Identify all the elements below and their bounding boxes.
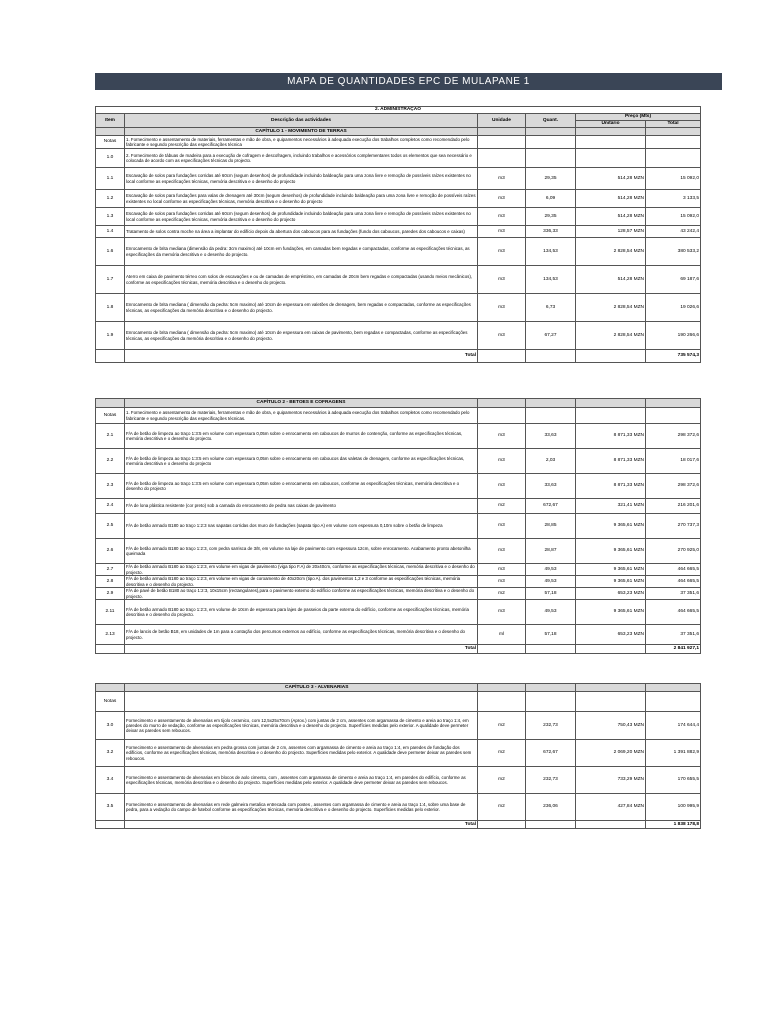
item-unit-price: 8 871,33 MZN xyxy=(576,424,646,449)
item-description: F/A de betão armado B180 ao traço 1:2:3, com pedra sarrisca de 3/8, em volume na laje de pavimento com espessura 12cm, sobre enrocamento. Acabamento pronto abetonilha queimada xyxy=(125,539,478,564)
item-unit-price: 128,57 MZN xyxy=(576,226,646,238)
header-preco: Preço (Mts) xyxy=(576,114,701,121)
chapter-total: 735 574,3 xyxy=(646,350,701,363)
item-unit: m2 xyxy=(478,712,526,740)
header-quant: Quant. xyxy=(526,114,576,128)
table-row xyxy=(96,474,718,499)
item-description: F/A de lona plástica resistente (cor preto) sob a camada do enrocamento de pedra nas caixas de pavimento xyxy=(125,499,478,514)
chapter-title: CAPÍTULO 3 - ALVENARIAS xyxy=(125,684,478,692)
item-quantity xyxy=(526,149,576,168)
item-unit-price: 514,28 MZN xyxy=(576,168,646,190)
item-total: 270 925,0 xyxy=(646,539,701,564)
item-total: 464 665,5 xyxy=(646,600,701,625)
item-description: F/A de betão de limpeza ao traço 1:3:5 em volume com espessura 0,05m sobre o enrocamento em caboucos de murros de contenção, conforme as especificações técnicas, memória descritiva e o desenho do projecto. xyxy=(125,424,478,449)
item-quantity: 28,85 xyxy=(526,514,576,539)
table-row xyxy=(96,576,718,588)
item-number: 1.7 xyxy=(96,266,125,294)
item-unit: m3 xyxy=(478,449,526,474)
item-quantity: 134,53 xyxy=(526,266,576,294)
item-description: Enrocamento de brita mediana (dimensão da pedra: 3cm maximo) até 10cm em fundações, em camadas bem regadas e compactadas, conforme as especificações técnicas, as especificações da memória descritiva e o desenho do projecto. xyxy=(125,238,478,266)
item-unit: m2 xyxy=(478,794,526,821)
item-unit-price xyxy=(576,149,646,168)
notes-text xyxy=(125,692,478,712)
item-description: F/A de betão armado B180 ao traço 1:2:3, em volume em vigas de coroamento de 40x20cm (tipo A). dos pavimentos 1,2 e 3 conforme as especificações técnicas, memória descritiva e o desenho do projecto. xyxy=(125,576,478,588)
item-unit: m3 xyxy=(478,564,526,576)
total-label: Total xyxy=(125,645,478,654)
item-number: 2.7 xyxy=(96,564,125,576)
header-descricao: Descrição das actividades xyxy=(125,114,478,128)
item-description: Fornecimento e assentamento de alvenarias em blocos de aolo cimento, com , assentes com argamassa de cimento e areia ao traço 1:4, em paredes do edifício, conforme as especificações técnicas, memória descritiva e o desenho do projecto. Superfícies medidas pelo exterior. A qualidade deve permeter deixar as paredes sem reboucos. xyxy=(125,767,478,794)
item-unit-price: 514,28 MZN xyxy=(576,190,646,208)
item-description: F/A de pavé de betão B180 ao traço 1:2:3, 10x15cm (rectangulares),para o pavimento externo do edifício conforme as especificações técnicas, memória descritiva e o desenho do projecto. xyxy=(125,588,478,600)
item-unit-price: 9 365,61 MZN xyxy=(576,576,646,588)
item-number: 1.4 xyxy=(96,226,125,238)
item-description: Enrocamento de brita mediana ( dimensão da pedra: 5cm maximo) até 10cm de espessura em valetões de drenagem, bem regadas e compactadas, conforme as especificações técnicas, as especificações da memória descritiva e o desenho do projecto. xyxy=(125,294,478,322)
item-unit xyxy=(478,149,526,168)
item-description: Enrocamento de brita mediana ( dimensão da pedra: 5cm maximo) até 10cm de espessura em caixas de pavimento, bem regadas e compactadas, conforme as especificações técnicas, as especificações da memória descritiva e o desenho do projecto. xyxy=(125,322,478,350)
item-number: 1.3 xyxy=(96,208,125,226)
item-description: Escavação de solos para fundações para valas de drenagem até 30cm (segum desenhos) de profundidade incluindo baldeação para uma zona livre e remoção de possíveis raízes existentes no local conforme as especificações técnicas, memória descritiva e o desenho do projecto xyxy=(125,190,478,208)
item-number: 2.9 xyxy=(96,588,125,600)
item-quantity: 57,18 xyxy=(526,625,576,645)
item-unit: ml xyxy=(478,625,526,645)
item-number: 1.0 xyxy=(96,149,125,168)
item-description: F/A de lancis de betão B18, em unidades de 1m para a contação dos percursos externos ao edifício, conforme as especificações técnicas, memória descritiva e o desenho do projecto. xyxy=(125,625,478,645)
item-unit: m3 xyxy=(478,576,526,588)
item-unit-price: 653,23 MZN xyxy=(576,588,646,600)
item-quantity: 29,35 xyxy=(526,208,576,226)
item-unit: m3 xyxy=(478,474,526,499)
item-unit: m3 xyxy=(478,514,526,539)
item-quantity: 49,53 xyxy=(526,564,576,576)
item-number: 2.6 xyxy=(96,539,125,564)
item-total: 3 133,5 xyxy=(646,190,701,208)
item-total: 174 644,4 xyxy=(646,712,701,740)
item-unit-price: 9 365,61 MZN xyxy=(576,600,646,625)
item-total: 464 665,5 xyxy=(646,576,701,588)
item-description: Escavação de solos para fundações corridas até 60cm (segum desenhos) de profundidade incluindo baldeação para uma zona livre e remoção de possíveis raízes existentes no local conforme as especificações técnicas, memória descritiva e o desenho do projecto xyxy=(125,208,478,226)
total-label: Total xyxy=(125,350,478,363)
item-total: 18 017,6 xyxy=(646,449,701,474)
table-row xyxy=(96,600,718,625)
item-total: 190 266,6 xyxy=(646,322,701,350)
item-quantity: 67,27 xyxy=(526,322,576,350)
item-number: 2.1 xyxy=(96,424,125,449)
chapter-3-table xyxy=(95,683,718,829)
item-description: Aterro em caixa de pavimento térreo com solos de escavações e ou de camadas de empréstimo, em camadas de 20cm bem regadas e compactadas (usando meios mecânicos), conforme as especificações técnicas, memória descritiva e o desenho do projecto. xyxy=(125,266,478,294)
item-quantity: 2,03 xyxy=(526,449,576,474)
item-unit-price: 8 871,33 MZN xyxy=(576,474,646,499)
item-unit-price: 9 365,61 MZN xyxy=(576,514,646,539)
item-description: Fornecimento e assentamento de alvenarias em pedra grossa com juntas de 2 cm, assentes com argamassa de cimento e areia ao traço 1:4, em paredes de fundação dos edifícios, conforme as especificações técnicas, memória descritiva e o desenho do projecto. Superfícies medidas pelo exterior. A qualidade deve permeter deixar as paredes sem reboucos. xyxy=(125,740,478,767)
item-quantity: 232,73 xyxy=(526,712,576,740)
item-total: 37 351,6 xyxy=(646,625,701,645)
section-header: 2. ADMINISTRAÇÃO xyxy=(96,107,701,114)
item-description: Fornecimento e assentamento de alvenarias em rede galmeira metalica entrecada com postes , assentes com argamassa de cimento e areia ao traço 1:4, sobre uma base de pedra, para a vedação do campo de futebol conforme as especificações técnicas, memória descritiva e o desenho do projecto. Superfícies medidas pelo exterior. xyxy=(125,794,478,821)
item-unit: m3 xyxy=(478,600,526,625)
table-row xyxy=(96,625,718,645)
item-unit: m2 xyxy=(478,740,526,767)
item-total: 216 201,6 xyxy=(646,499,701,514)
header-unidade: Unidade xyxy=(478,114,526,128)
item-number: 1.6 xyxy=(96,238,125,266)
item-total: 464 665,5 xyxy=(646,564,701,576)
item-total: 43 242,4 xyxy=(646,226,701,238)
item-number: 1.9 xyxy=(96,322,125,350)
item-description: F/A de betão de limpeza ao traço 1:3:5 em volume com espessura 0,05m sobre o enrocamento em caboucos das valetas de drenagem, conforme as especificações técnicas, memória descritiva e o desenho do projecto xyxy=(125,449,478,474)
item-unit: m2 xyxy=(478,499,526,514)
header-total: Total xyxy=(646,121,701,128)
item-number: 2.8 xyxy=(96,576,125,588)
table-row xyxy=(96,226,718,238)
item-number: 2.5 xyxy=(96,514,125,539)
table-row xyxy=(96,208,718,226)
header-unitario: Unitário xyxy=(576,121,646,128)
item-unit-price: 2 828,54 MZN xyxy=(576,238,646,266)
item-total: 15 092,0 xyxy=(646,208,701,226)
notes-label: Notas xyxy=(96,136,125,149)
table-row xyxy=(96,424,718,449)
chapter-1-table xyxy=(95,106,718,363)
table-row xyxy=(96,740,718,767)
item-total: 1 391 882,9 xyxy=(646,740,701,767)
item-unit-price: 514,28 MZN xyxy=(576,266,646,294)
header-item: Item xyxy=(96,114,125,128)
item-unit-price: 2 069,20 MZN xyxy=(576,740,646,767)
item-quantity: 57,18 xyxy=(526,588,576,600)
item-number: 3.2 xyxy=(96,740,125,767)
item-number: 2.13 xyxy=(96,625,125,645)
table-row xyxy=(96,588,718,600)
item-total: 298 372,6 xyxy=(646,474,701,499)
notes-label: Notas xyxy=(96,408,125,424)
item-quantity: 33,63 xyxy=(526,474,576,499)
notes-text: 1. Fornecimento e assentamento de materiais, ferramentas e mão de obra, e quipamentos necessários à adequada execução dos trabalhos completos como recomendado pelo fabricante e segundo prescrição das especificações técnicas. xyxy=(125,408,478,424)
table-row xyxy=(96,238,718,266)
item-unit-price: 733,29 MZN xyxy=(576,767,646,794)
item-quantity: 336,33 xyxy=(526,226,576,238)
item-quantity: 6,09 xyxy=(526,190,576,208)
item-quantity: 672,67 xyxy=(526,499,576,514)
item-total: 298 372,6 xyxy=(646,424,701,449)
item-unit-price: 750,43 MZN xyxy=(576,712,646,740)
item-number: 1.2 xyxy=(96,190,125,208)
total-label: Total xyxy=(125,821,478,829)
item-unit: m3 xyxy=(478,266,526,294)
item-quantity: 28,87 xyxy=(526,539,576,564)
item-unit: m2 xyxy=(478,767,526,794)
table-row xyxy=(96,564,718,576)
item-description: F/A de betão armado B180 ao traço 1:2:3, em volume em vigas de pavimento (viga tipo F.A) de 20x40cm, conforme as especificações técnicas, memória descritiva e o desenho do projecto. xyxy=(125,564,478,576)
item-unit: m3 xyxy=(478,322,526,350)
chapter-2-table xyxy=(95,398,718,654)
item-total: 69 187,6 xyxy=(646,266,701,294)
item-total: 19 026,6 xyxy=(646,294,701,322)
item-total: 270 737,3 xyxy=(646,514,701,539)
item-unit-price: 8 871,33 MZN xyxy=(576,449,646,474)
table-row xyxy=(96,539,718,564)
item-number: 2.3 xyxy=(96,474,125,499)
item-number: 3.4 xyxy=(96,767,125,794)
item-unit-price: 9 365,61 MZN xyxy=(576,564,646,576)
table-row xyxy=(96,499,718,514)
item-unit-price: 321,41 MZN xyxy=(576,499,646,514)
item-unit: m3 xyxy=(478,208,526,226)
table-row xyxy=(96,266,718,294)
item-description: F/A de betão armado B180 ao traço 1:2:3, em volume de 10cm de espessura para lajes de passeios da parte externa do edifício, conforme as especificações técnicas, memória descritiva e o desenho do projecto. xyxy=(125,600,478,625)
item-unit: m3 xyxy=(478,190,526,208)
item-number: 1.1 xyxy=(96,168,125,190)
item-number: 3.5 xyxy=(96,794,125,821)
chapter-title: CAPÍTULO 2 - BETOES E COFRAGENS xyxy=(125,399,478,408)
item-description: Tratamento de solos contra moche na área a implantar do edifício depois da abertura dos caboucos para as fundações (fundo dos caboucos, paredes dos caboucos e caixas) xyxy=(125,226,478,238)
table-row xyxy=(96,767,718,794)
item-unit: m3 xyxy=(478,226,526,238)
item-unit-price: 427,84 MZN xyxy=(576,794,646,821)
item-unit-price: 2 828,54 MZN xyxy=(576,294,646,322)
chapter-total: 2 841 927,1 xyxy=(646,645,701,654)
item-unit-price: 9 365,61 MZN xyxy=(576,539,646,564)
item-unit: m3 xyxy=(478,539,526,564)
item-total: 37 351,6 xyxy=(646,588,701,600)
notes-label: Notas xyxy=(96,692,125,712)
item-total: 380 533,2 xyxy=(646,238,701,266)
item-quantity: 29,35 xyxy=(526,168,576,190)
item-number: 2.11 xyxy=(96,600,125,625)
item-number: 1.8 xyxy=(96,294,125,322)
item-total xyxy=(646,149,701,168)
item-number: 3.0 xyxy=(96,712,125,740)
item-unit-price: 2 828,54 MZN xyxy=(576,322,646,350)
item-total: 100 995,9 xyxy=(646,794,701,821)
item-description: Escavação de solos para fundações corridas até 60cm (segum desenhos) de profundidade incluindo baldeação para uma zona livre e remoção de possíveis raízes existentes no local conforme as especificações técnicas, memória descritiva e o desenho do projecto xyxy=(125,168,478,190)
item-quantity: 236,06 xyxy=(526,794,576,821)
page-title: MAPA DE QUANTIDADES EPC DE MULAPANE 1 xyxy=(95,73,722,90)
table-row xyxy=(96,794,718,821)
item-unit-price: 514,28 MZN xyxy=(576,208,646,226)
item-unit: m2 xyxy=(478,588,526,600)
chapter-total: 1 838 178,8 xyxy=(646,821,701,829)
item-quantity: 49,53 xyxy=(526,576,576,588)
item-total: 170 655,5 xyxy=(646,767,701,794)
item-quantity: 49,53 xyxy=(526,600,576,625)
table-row xyxy=(96,449,718,474)
table-row xyxy=(96,168,718,190)
item-description: 2. Fornecimento de tábuas de madeira para a execução de cofragem e descofragem, incluindo trabalhos e acessórios complementares todos os elementos que sea necessário e colocada de acordo com as especificações técnicas do projecto. xyxy=(125,149,478,168)
item-unit: m3 xyxy=(478,168,526,190)
item-quantity: 134,53 xyxy=(526,238,576,266)
table-row xyxy=(96,322,718,350)
item-quantity: 33,63 xyxy=(526,424,576,449)
item-description: F/A de betão armado B180 ao traço 1:2:3 nas sapatas corridas dos muro de fundações (sapata tipo A) em volume com espessura 0,10m sobre o betão de limpeza xyxy=(125,514,478,539)
item-description: Fornecimento e assentamento de alvenarias em tijolo ceramico, com 12,5x25x70cm (Aprox.) com juntas de 2 cm, assentes com argamassa de cimento e areia ao traço 1:4, em paredes do murro de vedação, conforme as especificações técnicas, memória descritiva e o desenho do projecto. Superfícies medidas pelo exterior. A qualidade deve permeter deixar as paredes sem reboucos. xyxy=(125,712,478,740)
item-number: 2.2 xyxy=(96,449,125,474)
item-unit-price: 653,23 MZN xyxy=(576,625,646,645)
item-quantity: 6,73 xyxy=(526,294,576,322)
item-unit: m3 xyxy=(478,238,526,266)
item-unit: m3 xyxy=(478,294,526,322)
item-unit: m3 xyxy=(478,424,526,449)
item-description: F/A de betão de limpeza ao traço 1:3:5 em volume com espessura 0,05m sobre o enrocamento em caboucos, conforme as especificações técnicas, memória descritiva e o desenho do projecto xyxy=(125,474,478,499)
chapter-title: CAPÍTULO 1 - MOVIMENTO DE TERRAS xyxy=(125,128,478,136)
item-quantity: 232,73 xyxy=(526,767,576,794)
table-row xyxy=(96,514,718,539)
notes-text: 1. Fornecimento e assentamento de materiais, ferramentas e mão de obra, e quipamentos necessários à adequada execução dos trabalhos completos como recomendado pelo fabricante e segundo prescrição das especificações técnica xyxy=(125,136,478,149)
item-number: 2.4 xyxy=(96,499,125,514)
table-row xyxy=(96,149,718,168)
table-row xyxy=(96,712,718,740)
item-quantity: 672,67 xyxy=(526,740,576,767)
item-total: 15 092,0 xyxy=(646,168,701,190)
table-row xyxy=(96,190,718,208)
table-row xyxy=(96,294,718,322)
